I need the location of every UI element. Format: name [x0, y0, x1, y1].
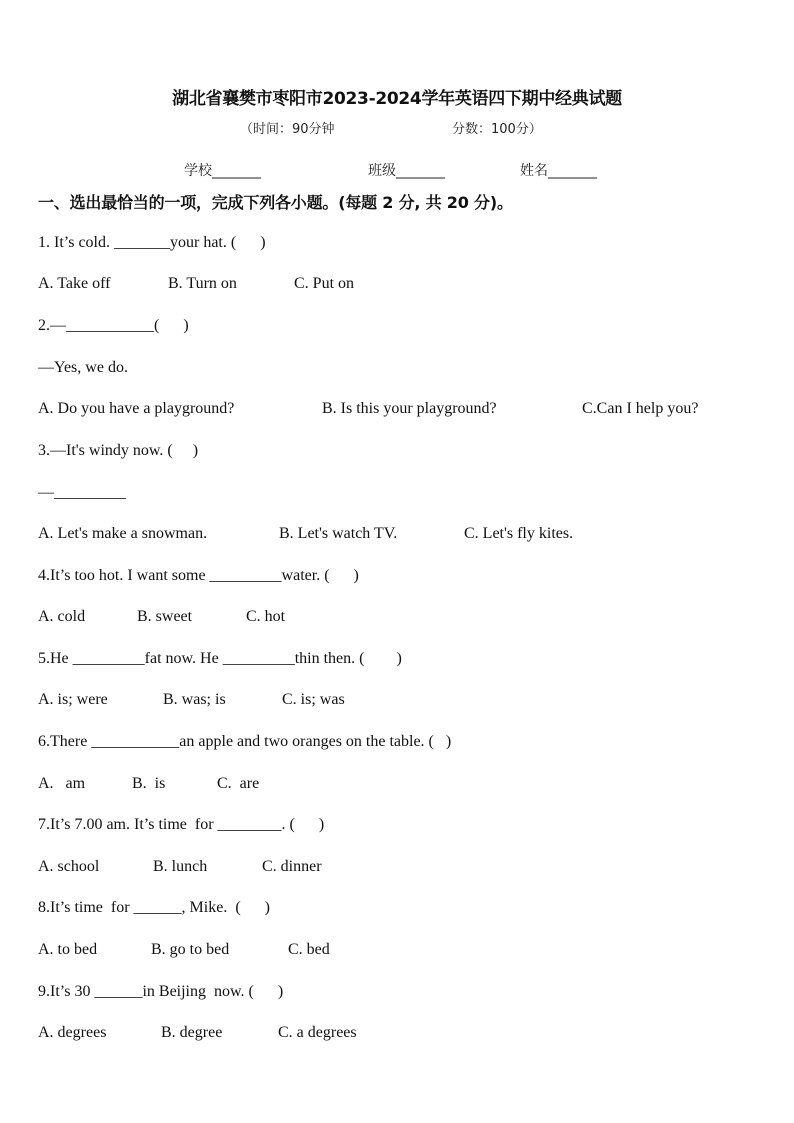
question-6-option-c[interactable]: C. are — [217, 775, 260, 792]
exam-score: 分数：100分） — [452, 122, 542, 137]
question-1-option-b[interactable]: B. Turn on — [168, 275, 237, 292]
exam-time: （时间：90分钟 — [240, 122, 335, 137]
question-2-option-a[interactable]: A. Do you have a playground? — [38, 400, 235, 417]
question-3-answer-line: —_________ — [38, 484, 126, 501]
question-4-option-a[interactable]: A. cold — [38, 608, 86, 625]
question-9-stem: 9.It’s 30 ______in Beijing now. ( ) — [38, 983, 284, 1000]
question-6-option-b[interactable]: B. is — [132, 775, 166, 792]
page-title: 湖北省襄樊市枣阳市2023-2024学年英语四下期中经典试题 — [172, 89, 622, 109]
question-5-option-b[interactable]: B. was; is — [163, 691, 226, 708]
name-field[interactable]: 姓名_______ — [520, 163, 597, 179]
question-5-option-a[interactable]: A. is; were — [38, 691, 108, 708]
question-9-option-b[interactable]: B. degree — [161, 1024, 223, 1041]
question-8-option-c[interactable]: C. bed — [288, 941, 330, 958]
question-5-stem: 5.He _________fat now. He _________thin then. ( ) — [38, 650, 402, 667]
question-8-stem: 8.It’s time for ______, Mike. ( ) — [38, 899, 270, 916]
question-6-option-a[interactable]: A. am — [38, 775, 86, 792]
class-field[interactable]: 班级_______ — [368, 163, 445, 179]
question-1-option-a[interactable]: A. Take off — [38, 275, 111, 292]
question-7-option-a[interactable]: A. school — [38, 858, 100, 875]
question-5-option-c[interactable]: C. is; was — [282, 691, 345, 708]
question-2-option-c[interactable]: C.Can I help you? — [582, 400, 699, 417]
question-6-stem: 6.There ___________an apple and two oranges on the table. ( ) — [38, 733, 452, 750]
question-8-option-b[interactable]: B. go to bed — [151, 941, 230, 958]
question-7-option-c[interactable]: C. dinner — [262, 858, 322, 875]
question-3-stem: 3.—It's windy now. ( ) — [38, 442, 199, 459]
question-3-option-a[interactable]: A. Let's make a snowman. — [38, 525, 208, 542]
question-1-option-c[interactable]: C. Put on — [294, 275, 355, 292]
question-2-stem: 2.—___________( ) — [38, 317, 189, 334]
question-4-stem: 4.It’s too hot. I want some _________water. ( ) — [38, 567, 359, 584]
question-9-option-a[interactable]: A. degrees — [38, 1024, 107, 1041]
question-1-stem: 1. It’s cold. _______your hat. ( ) — [38, 234, 266, 251]
section-heading: 一、选出最恰当的一项，完成下列各小题。(每题 2 分, 共 20 分)。 — [38, 193, 513, 212]
question-4-option-c[interactable]: C. hot — [246, 608, 286, 625]
question-2-option-b[interactable]: B. Is this your playground? — [322, 400, 497, 417]
school-field[interactable]: 学校_______ — [184, 163, 261, 179]
question-9-option-c[interactable]: C. a degrees — [278, 1024, 357, 1041]
question-3-option-b[interactable]: B. Let's watch TV. — [279, 525, 398, 542]
question-7-stem: 7.It’s 7.00 am. It’s time for ________. ( ) — [38, 816, 325, 833]
question-2-answer-line: —Yes, we do. — [38, 359, 128, 376]
question-7-option-b[interactable]: B. lunch — [153, 858, 208, 875]
question-3-option-c[interactable]: C. Let's fly kites. — [464, 525, 574, 542]
question-4-option-b[interactable]: B. sweet — [137, 608, 193, 625]
question-8-option-a[interactable]: A. to bed — [38, 941, 98, 958]
